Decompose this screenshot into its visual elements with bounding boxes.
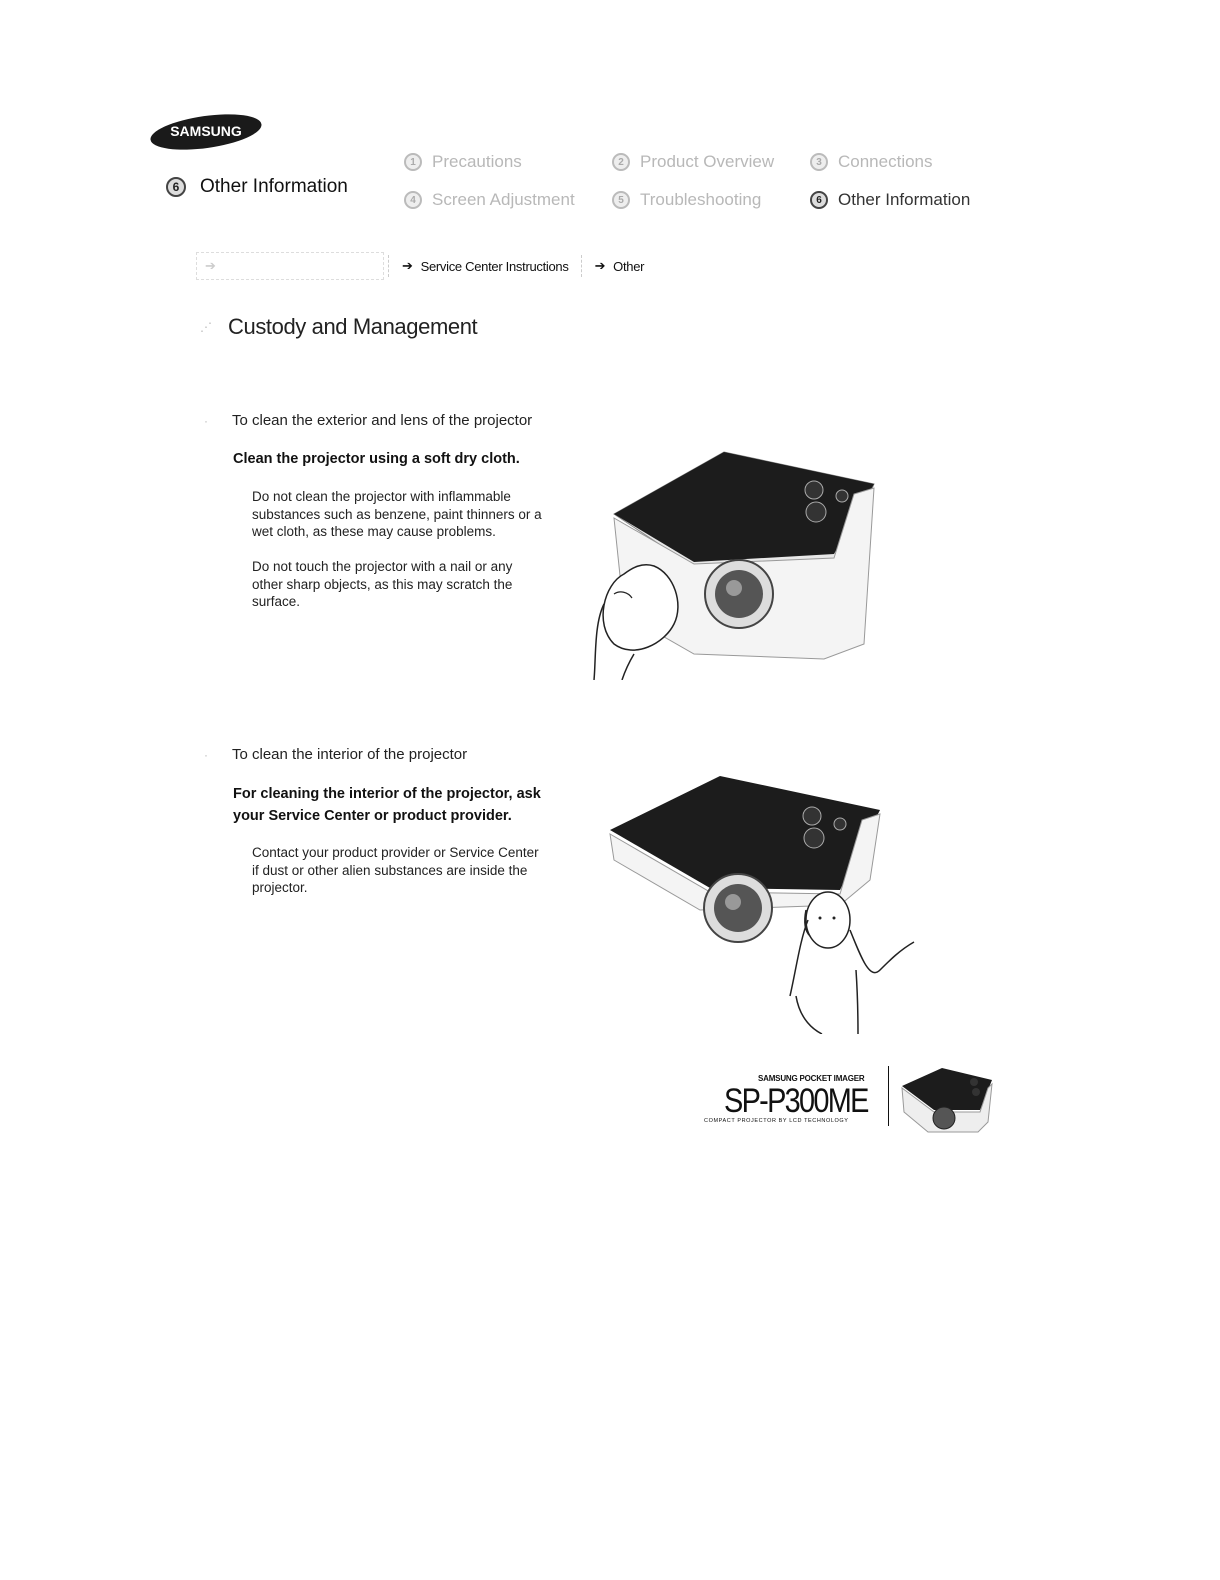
section1-heading [204,412,532,429]
nav-number-icon: 1 [404,153,422,171]
section1-paragraph: Do not clean the projector with inflammable substances such as benzene, paint thinners or a wet cloth, as these may cause problems. [252,489,542,539]
tab-service-center[interactable] [394,253,577,279]
nav-label: Product Overview [640,152,775,171]
nav-label: Precautions [432,152,522,171]
nav-number-icon: 2 [612,153,630,171]
nav-product-overview[interactable] [612,152,774,172]
arrow-right-icon: ➔ [594,258,606,273]
samsung-logo [148,108,268,152]
nav-precautions[interactable] [404,152,522,172]
nav-connections[interactable] [810,152,933,172]
tab-divider [388,255,390,277]
nav-number-icon: 3 [810,153,828,171]
projector-service-illustration [600,770,940,1034]
section-title [166,176,348,198]
nav-number-icon: 6 [810,191,828,209]
nav-label: Other Information [838,190,971,209]
nav-label: Screen Adjustment [432,190,575,209]
section2-instruction: For cleaning the interior of the projector, ask your Service Center or product provider. [233,786,541,824]
nav-number-icon: 4 [404,191,422,209]
logo-text: SAMSUNG [170,123,242,139]
projector-cleaning-illustration [584,444,884,680]
footer-tagline: SAMSUNG POCKET IMAGER [758,1074,865,1083]
tab-other[interactable] [587,253,653,279]
nav-other-information[interactable] [810,190,970,210]
tab-label: Other [613,258,645,274]
page-title [200,314,477,340]
section1-paragraph: Do not touch the projector with a nail or any other sharp objects, as this may scratch the surface. [252,559,513,609]
page-title-label: Custody and Management [228,314,478,339]
section-number-icon: 6 [166,177,186,197]
tab-divider [581,255,583,277]
section2-paragraph: Contact your product provider or Service Center if dust or other alien substances are inside the projector. [252,845,539,895]
footer-divider [888,1066,889,1126]
tab-custody[interactable] [196,252,384,280]
bullet-icon: · [204,413,208,428]
footer-subline: COMPACT PROJECTOR BY LCD TECHNOLOGY [704,1118,849,1124]
tab-label: Service Center Instructions [420,258,569,274]
projector-thumbnail [898,1066,994,1142]
section2-heading [204,746,467,763]
section1-instruction: Clean the projector using a soft dry cloth. [233,451,520,467]
section1-heading-text: To clean the exterior and lens of the projector [232,412,533,429]
product-logo-block [700,1066,1000,1146]
footer-model: SP-P300ME [724,1082,868,1120]
section2-heading-text: To clean the interior of the projector [232,746,468,763]
bullet-icon: · [204,747,208,762]
sub-tabs [196,252,652,280]
nav-troubleshooting[interactable] [612,190,761,210]
title-marker-icon: ⋰ [200,320,212,334]
nav-label: Troubleshooting [640,190,762,209]
arrow-right-icon: ➔ [402,258,413,273]
arrow-right-icon: ➔ [205,258,216,273]
nav-number-icon: 5 [612,191,630,209]
nav-screen-adjustment[interactable] [404,190,575,210]
nav-label: Connections [838,152,933,171]
section-title-label: Other Information [200,176,348,197]
